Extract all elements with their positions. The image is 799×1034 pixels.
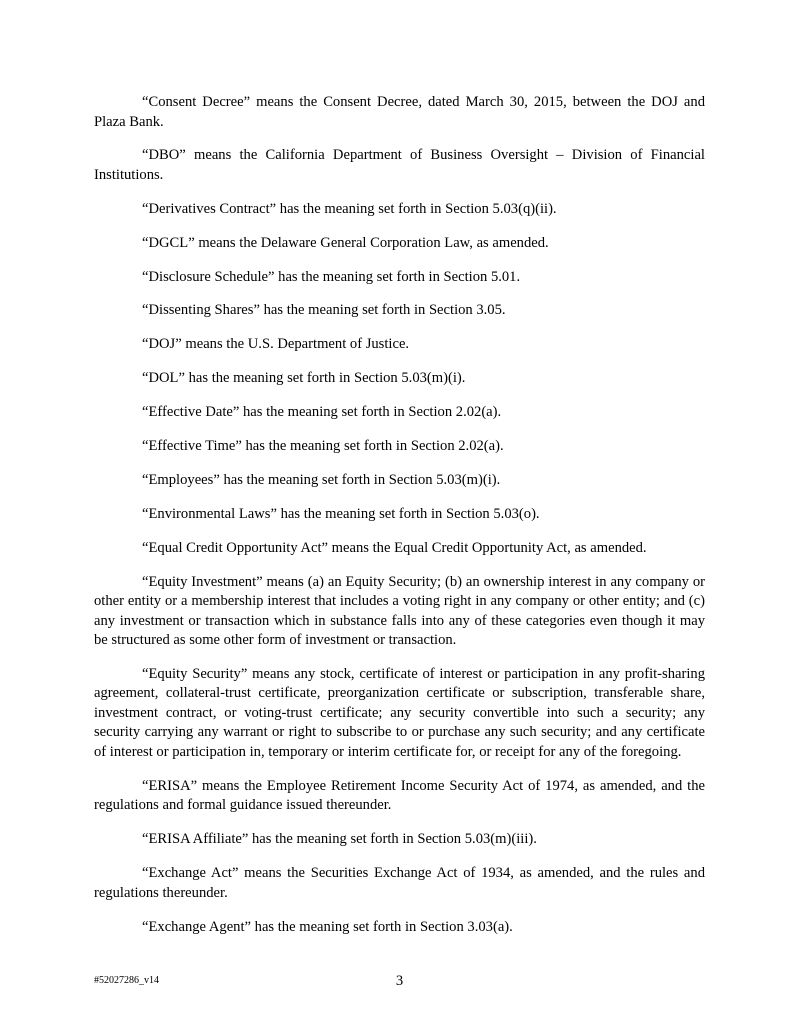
- definition-paragraph: “Dissenting Shares” has the meaning set forth in Section 3.05.: [142, 302, 506, 319]
- definition-paragraph: “Exchange Agent” has the meaning set forth in Section 3.03(a).: [142, 918, 513, 935]
- definition-paragraph: “DGCL” means the Delaware General Corporation Law, as amended.: [142, 234, 549, 251]
- definition-paragraph: “Consent Decree” means the Consent Decree, dated March 30, 2015, between the DOJ and Plaza Bank.: [94, 94, 705, 130]
- definition-paragraph: “Equity Security” means any stock, certificate of interest or participation in any profit-sharing agreement, collateral-trust certificate, preorganization certificate or subscription, transferable share, investment contract, or voting-trust certificate; any security convertible into such a security; any security carrying any warrant or right to subscribe to or purchase any such security; and any certificate of interest or participation in, temporary or interim certificate for, or receipt for any of the foregoing.: [94, 665, 705, 760]
- definition-paragraph: “Environmental Laws” has the meaning set forth in Section 5.03(o).: [142, 505, 540, 522]
- definition-paragraph: “DOJ” means the U.S. Department of Justice.: [142, 336, 410, 353]
- definition-paragraph: “ERISA Affiliate” has the meaning set forth in Section 5.03(m)(iii).: [142, 831, 537, 848]
- definition-paragraph: “DBO” means the California Department of Business Oversight – Division of Financial Institutions.: [94, 147, 705, 183]
- definition-paragraph: “Equity Investment” means (a) an Equity Security; (b) an ownership interest in any company or other entity or a membership interest that includes a voting right in any company or other entity; and (c) any investment or transaction which in substance falls into any of these categories even though it may be structured as some other form of investment or transaction.: [94, 573, 705, 649]
- definition-paragraph: “Exchange Act” means the Securities Exchange Act of 1934, as amended, and the rules and regulations thereunder.: [94, 865, 705, 901]
- definition-paragraph: “Employees” has the meaning set forth in Section 5.03(m)(i).: [142, 471, 501, 488]
- footer-document-id: #52027286_v14: [94, 975, 159, 986]
- document-body: [94, 93, 705, 951]
- definition-paragraph: “Disclosure Schedule” has the meaning set forth in Section 5.01.: [142, 268, 521, 285]
- definition-paragraph: “Effective Time” has the meaning set forth in Section 2.02(a).: [142, 438, 504, 455]
- page-number: 3: [395, 973, 404, 989]
- definition-paragraph: “ERISA” means the Employee Retirement Income Security Act of 1974, as amended, and the regulations and formal guidance issued thereunder.: [94, 777, 705, 814]
- definition-paragraph: “DOL” has the meaning set forth in Section 5.03(m)(i).: [142, 370, 466, 387]
- definition-paragraph: “Derivatives Contract” has the meaning set forth in Section 5.03(q)(ii).: [142, 200, 557, 217]
- definition-paragraph: “Equal Credit Opportunity Act” means the Equal Credit Opportunity Act, as amended.: [142, 539, 647, 556]
- definition-paragraph: “Effective Date” has the meaning set forth in Section 2.02(a).: [142, 404, 502, 421]
